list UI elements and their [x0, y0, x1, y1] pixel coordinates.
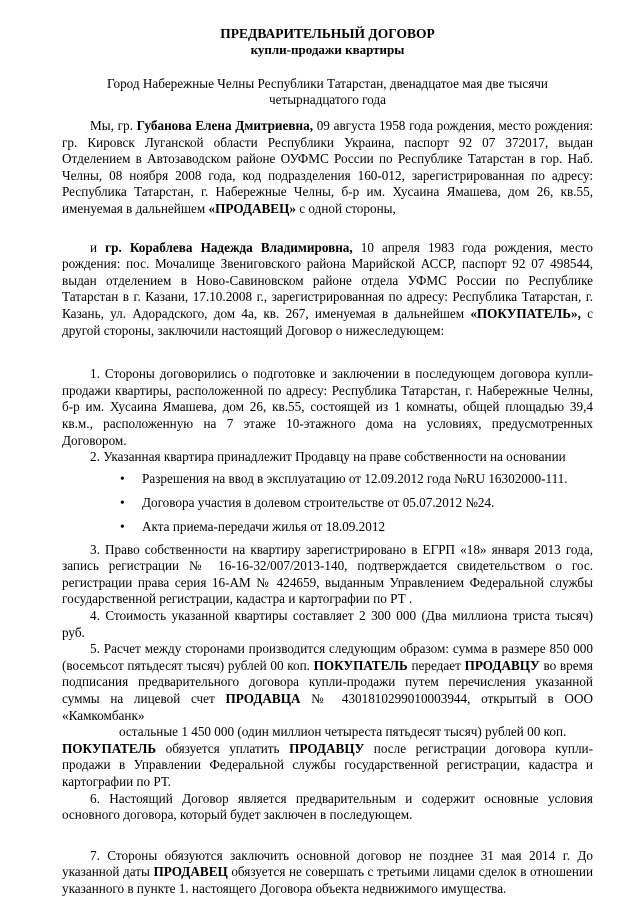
- contract-page: [62, 26, 593, 898]
- bullet-icon: •: [120, 518, 125, 534]
- list-item: • Разрешения на ввод в эксплуатацию от 12.09.2012 года №RU 16302000-111.: [120, 470, 568, 486]
- buyer-paragraph: и гр. Кораблева Надежда Владимировна, 10 апреля 1983 года рождения, место рождения: пос. Мочалище Звениговского района Марийской АССР, паспорт 92 07 498544, выдан отделением в Ново-Савиновском районе отдела УФМС России по Республике Татарстан в г. Казани, 17.10.2008 г., зарегистрированная по адресу: Республика Татарстан, г. Казань, ул. Адорадского, дом 4а, кв. 267, именуемая в дальнейшем «ПОКУПАТЕЛЬ», с другой стороны, заключили настоящий Договор о нижеследующем:: [62, 239, 593, 338]
- clause-2: 2. Указанная квартира принадлежит Продавцу на праве собственности на основании: [90, 449, 566, 465]
- list-item: • Акта приема-передачи жилья от 18.09.2012: [120, 518, 386, 534]
- document-title: ПРЕДВАРИТЕЛЬНЫЙ ДОГОВОР: [220, 26, 435, 41]
- clause-3: 3. Право собственности на квартиру зарегистрировано в ЕГРП «18» января 2013 года, запись регистрации № 16-16-32/007/2013-140, подтверждается свидетельством о гос. регистрации права серия 16-АМ № 424659, выданным Управлением Федеральной службы государственной регистрации, кадастра и картографии по РТ .: [62, 541, 593, 607]
- buyer-role: «ПОКУПАТЕЛЬ»,: [470, 305, 581, 321]
- clause-5-remainder-line: остальные 1 450 000 (один миллион четыреста пятьдесят тысяч) рублей 00 коп.: [119, 724, 567, 740]
- list-item: • Договора участия в долевом строительстве от 05.07.2012 №24.: [120, 494, 495, 510]
- city-date-line: Город Набережные Челны Республики Татарстан, двенадцатое мая две тысячи четырнадцатого года: [107, 76, 548, 107]
- seller-role: «ПРОДАВЕЦ»: [208, 200, 296, 216]
- seller-paragraph: Мы, гр. Губанова Елена Дмитриевна, 09 августа 1958 года рождения, место рождения: гр. Кировск Луганской области Республики Украина, паспорт 92 07 372017, выдан Отделением в Автозаводском районе ОУФМС России по Республике Татарстан в гор. Наб. Челны, 08 ноября 2008 года, код подразделения 160-012, зарегистрированная по адресу: Республика Татарстан, г. Набережные Челны, б-р им. Хусаина Ямашева, дом 26, кв.55, именуемая в дальнейшем «ПРОДАВЕЦ» с одной стороны,: [62, 118, 593, 216]
- bullet-icon: •: [120, 494, 125, 510]
- clause-1: 1. Стороны договорились о подготовке и заключении в последующем договора купли-продажи квартиры, расположенной по адресу: Республика Татарстан, г. Набережные Челны, б-р им. Хусаина Ямашева, дом 26, кв.55, состоящей из 1 комнаты, общей площадью 39,4 кв.м., расположенную на 7 этаже 10-этажного дома на условиях, предусмотренных Договором.: [62, 366, 593, 448]
- clause-6: 6. Настоящий Договор является предварительным и содержит основные условия основного договора, который будет заключен в последующем.: [62, 790, 593, 823]
- buyer-name: гр. Кораблева Надежда Владимировна,: [105, 239, 353, 255]
- clause-4: 4. Стоимость указанной квартиры составляет 2 300 000 (Два миллиона триста тысяч) руб.: [62, 608, 593, 640]
- clause-7: 7. Стороны обязуются заключить основной договор не позднее 31 мая 2014 г. До указанной даты ПРОДАВЕЦ обязуется не совершать с третьими лицами сделок в отношении указанного в пункте 1. настоящего Договора объекта недвижимого имущества.: [62, 847, 594, 896]
- bullet-icon: •: [120, 470, 125, 486]
- seller-name: Губанова Елена Дмитриевна,: [136, 118, 313, 133]
- document-subtitle: купли-продажи квартиры: [250, 42, 405, 57]
- clause-5-continuation: ПОКУПАТЕЛЬ обязуется уплатить ПРОДАВЦУ после регистрации договора купли-продажи в Управлении Федеральной службы государственной регистрации, кадастра и картографии по РТ.: [62, 740, 593, 789]
- clause-5: 5. Расчет между сторонами производится следующим образом: сумма в размере 850 000 (восемьсот пятьдесят тысяч) рублей 00 коп. ПОКУПАТЕЛЬ передает ПРОДАВЦУ во время подписания предварительного договора купли-продажи путем перечисления указанной суммы на лицевой счет ПРОДАВЦА № 4301810299010003944, открытый в ООО «Камкомбанк»: [62, 641, 593, 723]
- ownership-basis-list: [62, 470, 593, 536]
